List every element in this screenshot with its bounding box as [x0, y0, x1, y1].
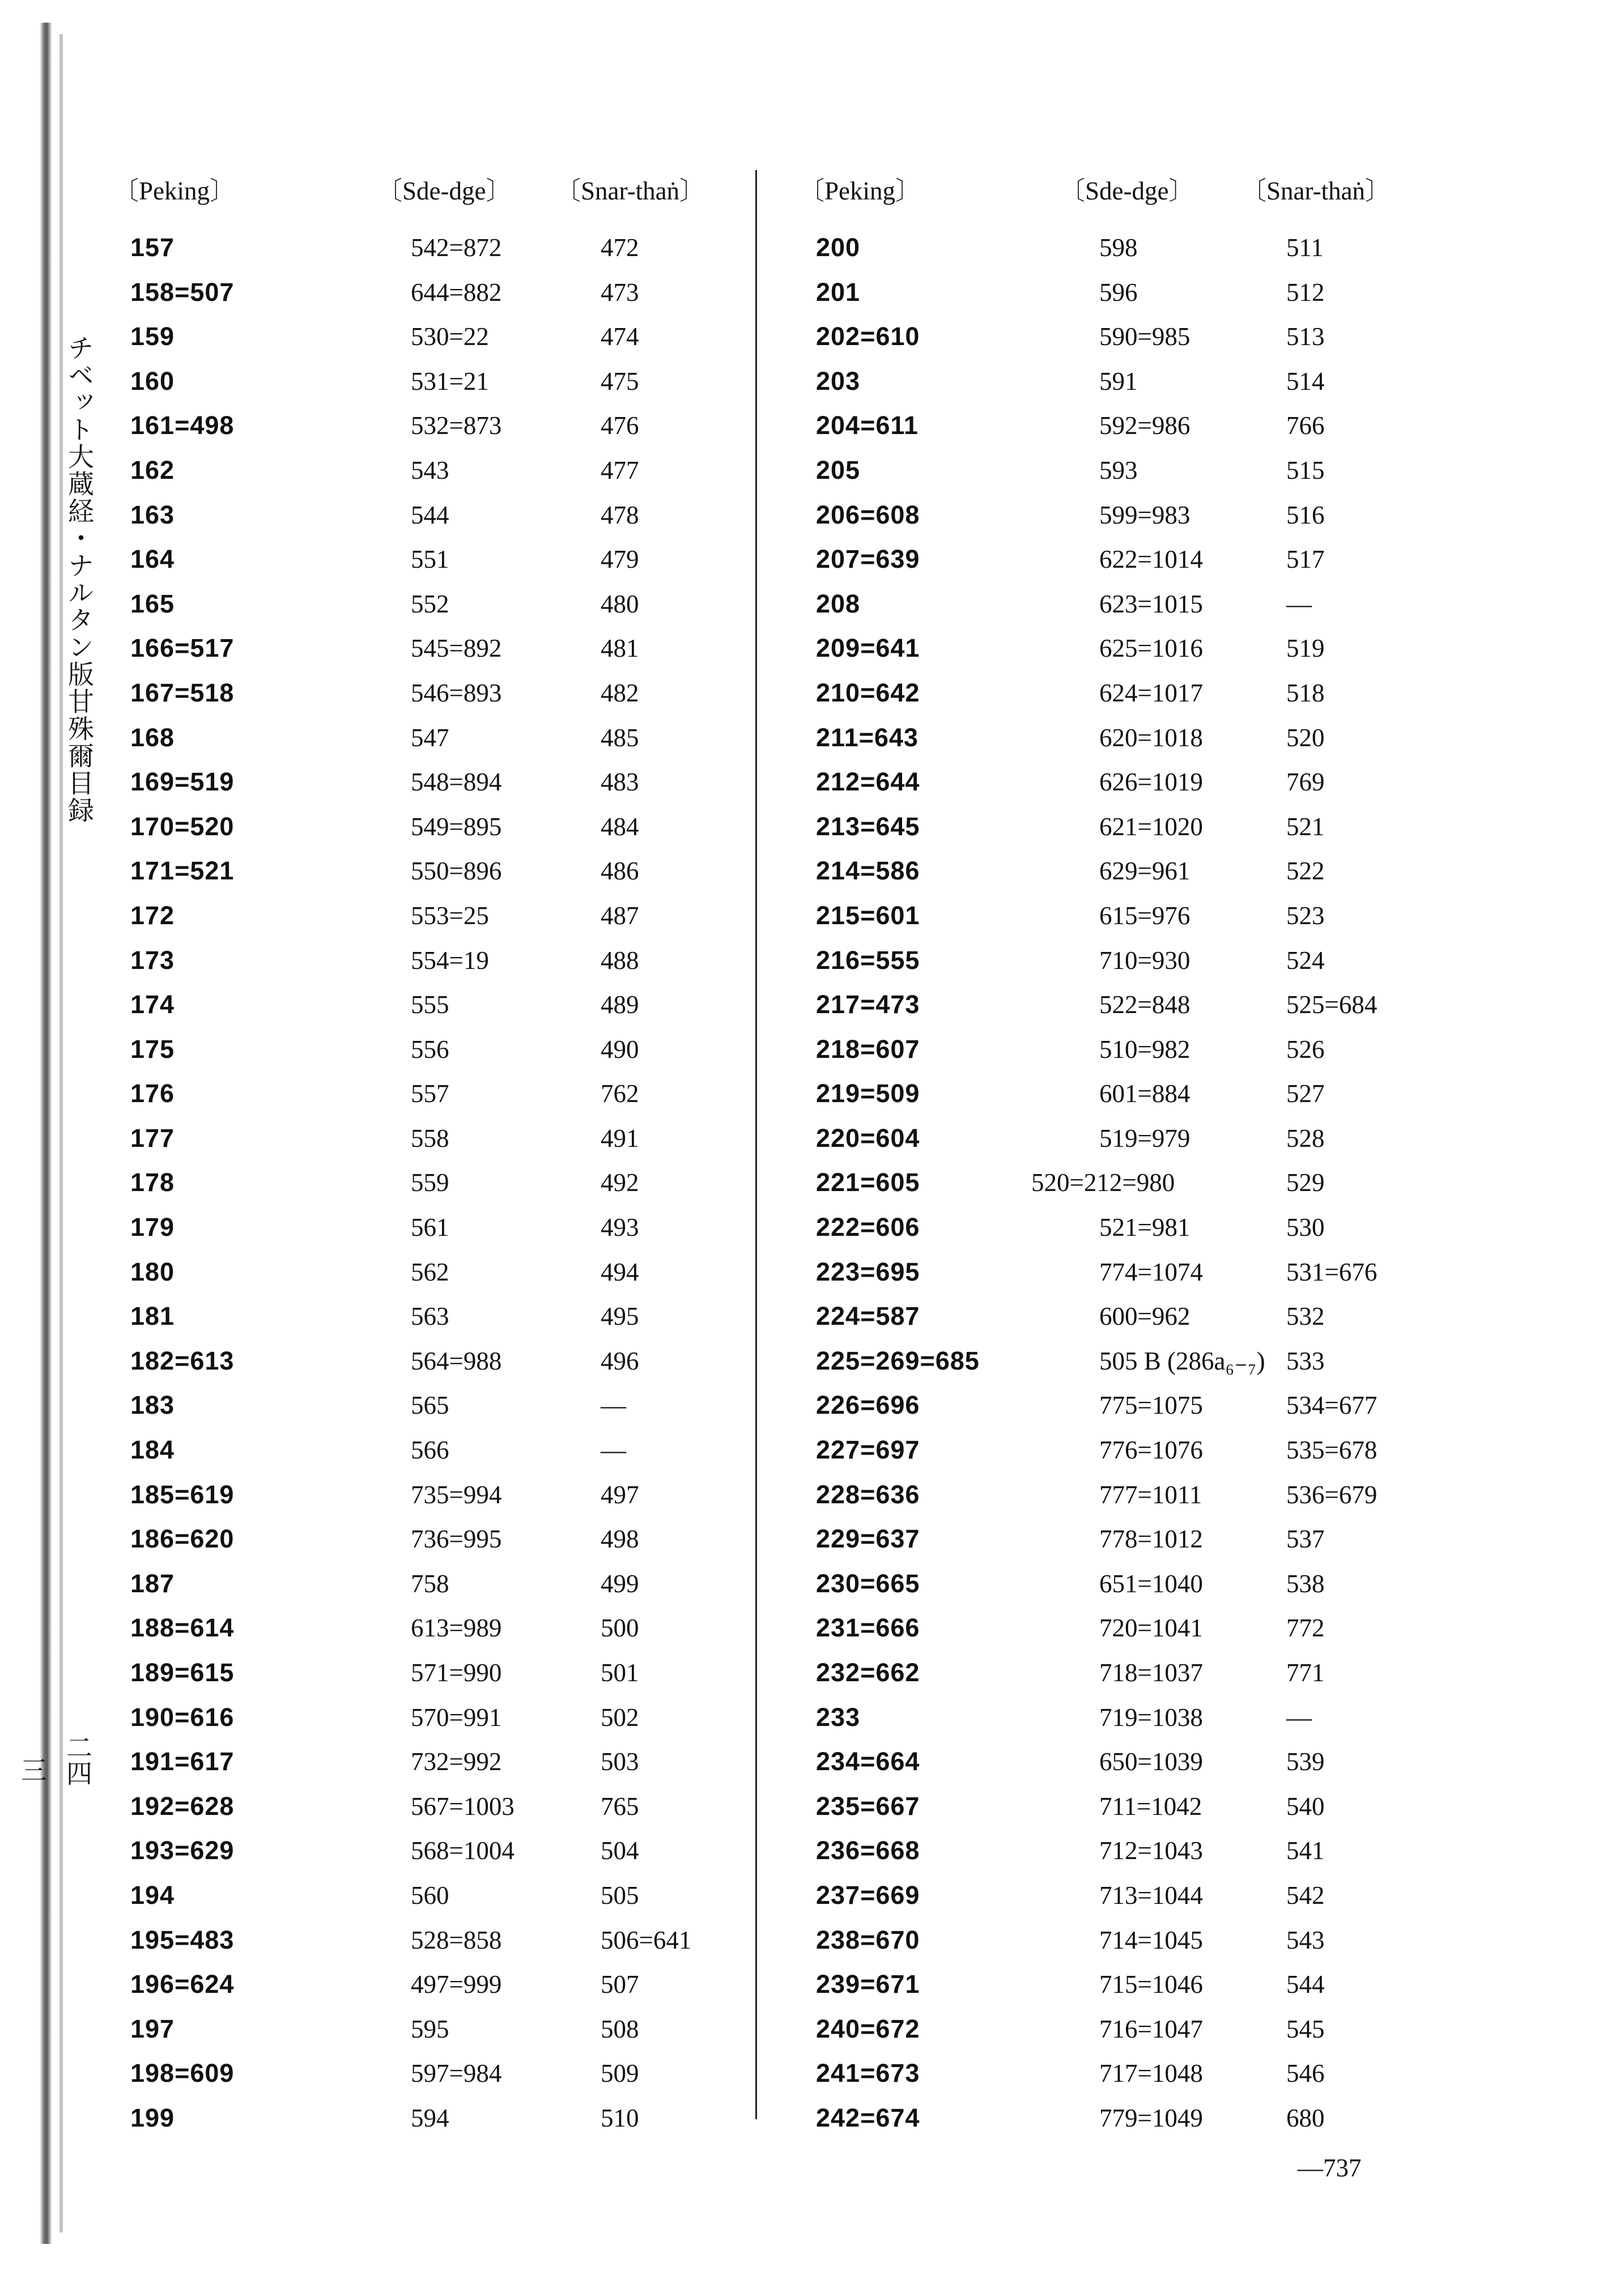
snar-than-cell: 496 — [601, 1346, 639, 1375]
snar-than-cell: 771 — [1286, 1659, 1325, 1687]
snar-than-cell: 485 — [601, 723, 639, 752]
snar-than-cell: 680 — [1286, 2103, 1325, 2132]
sde-dge-cell: 621=1020 — [1099, 812, 1203, 841]
sde-dge-cell: 522=848 — [1099, 990, 1191, 1019]
snar-than-cell: 490 — [601, 1035, 639, 1064]
sde-dge-cell: 545=892 — [411, 634, 502, 663]
snar-than-cell: 540 — [1286, 1792, 1325, 1821]
sde-dge-cell: 551 — [411, 545, 449, 574]
snar-than-cell: 481 — [601, 634, 639, 663]
peking-cell: 195=483 — [130, 1925, 235, 1954]
peking-cell: 193=629 — [130, 1836, 235, 1865]
snar-than-cell: 499 — [601, 1569, 639, 1598]
peking-cell: 237=669 — [816, 1880, 920, 1910]
snar-than-cell: 765 — [601, 1792, 639, 1821]
sde-dge-cell: 720=1041 — [1099, 1614, 1203, 1643]
snar-than-cell: 513 — [1286, 322, 1325, 351]
sde-dge-cell: 599=983 — [1099, 500, 1191, 529]
sde-dge-cell: 562 — [411, 1257, 449, 1286]
sde-dge-cell: 542=872 — [411, 233, 502, 262]
sde-dge-cell: 544 — [411, 500, 449, 529]
peking-cell: 158=507 — [130, 277, 235, 307]
snar-than-cell: — — [601, 1391, 626, 1420]
sde-dge-cell: 711=1042 — [1099, 1792, 1202, 1821]
snar-than-cell: 545 — [1286, 2014, 1325, 2043]
peking-cell: 242=674 — [816, 2103, 920, 2132]
sde-dge-cell: 777=1011 — [1099, 1480, 1202, 1509]
snar-than-cell: 492 — [601, 1168, 639, 1197]
sde-dge-cell: 561 — [411, 1213, 449, 1242]
sde-dge-cell: 553=25 — [411, 901, 489, 930]
sde-dge-cell: 556 — [411, 1035, 449, 1064]
peking-cell: 221=605 — [816, 1168, 920, 1197]
sde-dge-cell: 510=982 — [1099, 1035, 1191, 1064]
peking-cell: 188=614 — [130, 1613, 235, 1643]
peking-cell: 229=637 — [816, 1524, 920, 1554]
sde-dge-cell: 596 — [1099, 278, 1138, 307]
header-snar-than: 〔Snar-thaṅ〕 — [555, 177, 705, 205]
peking-cell: 204=611 — [816, 411, 919, 440]
peking-cell: 223=695 — [816, 1257, 920, 1286]
sde-dge-cell: 570=991 — [411, 1703, 502, 1732]
snar-than-cell: 537 — [1286, 1525, 1325, 1554]
snar-than-cell: 538 — [1286, 1569, 1325, 1598]
snar-than-cell: 536=679 — [1286, 1480, 1378, 1509]
snar-than-cell: 516 — [1286, 500, 1325, 529]
sde-dge-cell: 528=858 — [411, 1925, 502, 1954]
column-divider — [755, 170, 757, 2119]
sde-dge-cell: 530=22 — [411, 322, 489, 351]
sde-dge-cell: 497=999 — [411, 1970, 502, 1999]
peking-cell: 228=636 — [816, 1479, 920, 1509]
snar-than-cell: 522 — [1286, 857, 1325, 886]
peking-cell: 235=667 — [816, 1791, 920, 1821]
sde-dge-cell: 594 — [411, 2103, 449, 2132]
sde-dge-cell: 543 — [411, 456, 449, 484]
peking-cell: 181 — [130, 1302, 175, 1331]
sde-dge-cell: 568=1004 — [411, 1836, 515, 1865]
header-sde-dge: 〔Sde-dge〕 — [377, 177, 512, 205]
snar-than-cell: 523 — [1286, 901, 1325, 930]
snar-than-cell: 477 — [601, 456, 639, 484]
snar-than-cell: 510 — [601, 2103, 639, 2132]
snar-than-cell: 501 — [601, 1659, 639, 1687]
snar-than-cell: 511 — [1286, 233, 1324, 262]
snar-than-cell: 476 — [601, 411, 639, 440]
peking-cell: 234=664 — [816, 1747, 920, 1776]
peking-cell: 177 — [130, 1123, 175, 1153]
peking-cell: 179 — [130, 1213, 175, 1242]
snar-than-cell: 521 — [1286, 812, 1325, 841]
sde-dge-cell: 505 B (286a₆₋₇) — [1099, 1346, 1265, 1375]
snar-than-cell: 543 — [1286, 1925, 1325, 1954]
snar-than-cell: 544 — [1286, 1970, 1325, 1999]
snar-than-cell: 530 — [1286, 1213, 1325, 1242]
sde-dge-cell: 566 — [411, 1436, 449, 1465]
snar-than-cell: 529 — [1286, 1168, 1325, 1197]
sde-dge-cell: 623=1015 — [1099, 589, 1203, 618]
peking-cell: 208 — [816, 589, 861, 618]
peking-cell: 166=517 — [130, 633, 235, 663]
snar-than-cell: 528 — [1286, 1124, 1325, 1153]
snar-than-cell: 489 — [601, 990, 639, 1019]
snar-than-cell: 546 — [1286, 2059, 1325, 2088]
peking-cell: 170=520 — [130, 811, 235, 841]
snar-than-cell: 541 — [1286, 1836, 1325, 1865]
peking-cell: 219=509 — [816, 1079, 920, 1108]
sde-dge-cell: 775=1075 — [1099, 1391, 1203, 1420]
snar-than-cell: 515 — [1286, 456, 1325, 484]
sde-dge-cell: 713=1044 — [1099, 1881, 1203, 1910]
sde-dge-cell: 735=994 — [411, 1480, 502, 1509]
peking-cell: 189=615 — [130, 1658, 235, 1687]
sde-dge-cell: 597=984 — [411, 2059, 502, 2088]
peking-cell: 230=665 — [816, 1568, 920, 1598]
header-snar-than: 〔Snar-thaṅ〕 — [1241, 177, 1391, 205]
snar-than-cell: 508 — [601, 2014, 639, 2043]
sde-dge-cell: 598 — [1099, 233, 1138, 262]
snar-than-cell: — — [1286, 1703, 1312, 1732]
snar-than-cell: 495 — [601, 1302, 639, 1331]
peking-cell: 187 — [130, 1568, 175, 1598]
peking-cell: 227=697 — [816, 1435, 920, 1465]
peking-cell: 176 — [130, 1079, 175, 1108]
peking-cell: 206=608 — [816, 500, 920, 529]
peking-cell: 157 — [130, 233, 175, 262]
peking-cell: 190=616 — [130, 1702, 235, 1732]
sde-dge-cell: 779=1049 — [1099, 2103, 1203, 2132]
peking-cell: 233 — [816, 1702, 861, 1732]
sde-dge-cell: 520=212=980 — [1031, 1168, 1175, 1197]
sde-dge-cell: 550=896 — [411, 857, 502, 886]
peking-cell: 238=670 — [816, 1925, 920, 1954]
peking-cell: 232=662 — [816, 1658, 920, 1687]
peking-cell: 209=641 — [816, 633, 920, 663]
peking-cell: 196=624 — [130, 1970, 235, 1999]
snar-than-cell: 532 — [1286, 1302, 1325, 1331]
snar-than-cell: 500 — [601, 1614, 639, 1643]
peking-cell: 213=645 — [816, 811, 920, 841]
sde-dge-cell: 651=1040 — [1099, 1569, 1203, 1598]
sde-dge-cell: 590=985 — [1099, 322, 1191, 351]
peking-cell: 165 — [130, 589, 175, 618]
snar-than-cell: 527 — [1286, 1079, 1325, 1108]
sde-dge-cell: 626=1019 — [1099, 768, 1203, 797]
snar-than-cell: 482 — [601, 678, 639, 707]
header-peking: 〔Peking〕 — [799, 177, 921, 205]
snar-than-cell: 520 — [1286, 723, 1325, 752]
peking-cell: 197 — [130, 2014, 175, 2043]
sde-dge-cell: 715=1046 — [1099, 1970, 1203, 1999]
sde-dge-cell: 716=1047 — [1099, 2014, 1203, 2043]
sde-dge-cell: 557 — [411, 1079, 449, 1108]
sde-dge-cell: 622=1014 — [1099, 545, 1203, 574]
sde-dge-cell: 717=1048 — [1099, 2059, 1203, 2088]
sde-dge-cell: 736=995 — [411, 1525, 502, 1554]
peking-cell: 201 — [816, 277, 861, 307]
sde-dge-cell: 719=1038 — [1099, 1703, 1203, 1732]
snar-than-cell: 491 — [601, 1124, 639, 1153]
peking-cell: 212=644 — [816, 767, 920, 797]
sde-dge-cell: 571=990 — [411, 1659, 502, 1687]
peking-cell: 185=619 — [130, 1479, 235, 1509]
peking-cell: 191=617 — [130, 1747, 235, 1776]
snar-than-cell: 542 — [1286, 1881, 1325, 1910]
sde-dge-cell: 650=1039 — [1099, 1747, 1203, 1776]
binding-edge — [40, 23, 52, 2244]
sde-dge-cell: 560 — [411, 1881, 449, 1910]
snar-than-cell: 488 — [601, 946, 639, 975]
snar-than-cell: 505 — [601, 1881, 639, 1910]
peking-cell: 218=607 — [816, 1034, 920, 1064]
snar-than-cell: 517 — [1286, 545, 1325, 574]
side-page-number: 二四 — [62, 1734, 93, 1786]
peking-cell: 224=587 — [816, 1302, 920, 1331]
peking-cell: 161=498 — [130, 411, 235, 440]
peking-cell: 164 — [130, 545, 175, 574]
snar-than-cell: 509 — [601, 2059, 639, 2088]
peking-cell: 198=609 — [130, 2059, 235, 2088]
peking-cell: 192=628 — [130, 1791, 235, 1821]
peking-cell: 203 — [816, 366, 861, 396]
snar-than-cell: 525=684 — [1286, 990, 1378, 1019]
sde-dge-cell: 519=979 — [1099, 1124, 1191, 1153]
sde-dge-cell: 531=21 — [411, 367, 489, 396]
peking-cell: 202=610 — [816, 322, 920, 351]
snar-than-cell: 487 — [601, 901, 639, 930]
sde-dge-cell: 776=1076 — [1099, 1436, 1203, 1465]
snar-than-cell: 497 — [601, 1480, 639, 1509]
peking-cell: 184 — [130, 1435, 175, 1465]
peking-cell: 216=555 — [816, 945, 920, 975]
snar-than-cell: 502 — [601, 1703, 639, 1732]
snar-than-cell: — — [1286, 589, 1312, 618]
peking-cell: 169=519 — [130, 767, 235, 797]
peking-cell: 182=613 — [130, 1346, 235, 1375]
sde-dge-cell: 563 — [411, 1302, 449, 1331]
peking-cell: 239=671 — [816, 1970, 920, 1999]
snar-than-cell: 772 — [1286, 1614, 1325, 1643]
sde-dge-cell: 591 — [1099, 367, 1138, 396]
sde-dge-cell: 758 — [411, 1569, 449, 1598]
sde-dge-cell: 629=961 — [1099, 857, 1191, 886]
sde-dge-cell: 532=873 — [411, 411, 502, 440]
peking-cell: 231=666 — [816, 1613, 920, 1643]
snar-than-cell: 474 — [601, 322, 639, 351]
snar-than-cell: 493 — [601, 1213, 639, 1242]
peking-cell: 172 — [130, 900, 175, 930]
snar-than-cell: 507 — [601, 1970, 639, 1999]
sde-dge-cell: 620=1018 — [1099, 723, 1203, 752]
peking-cell: 200 — [816, 233, 861, 262]
snar-than-cell: 518 — [1286, 678, 1325, 707]
peking-cell: 226=696 — [816, 1391, 920, 1420]
snar-than-cell: 498 — [601, 1525, 639, 1554]
sde-dge-cell: 592=986 — [1099, 411, 1191, 440]
sde-dge-cell: 593 — [1099, 456, 1138, 484]
sde-dge-cell: 548=894 — [411, 768, 502, 797]
snar-than-cell: 766 — [1286, 411, 1325, 440]
sde-dge-cell: 613=989 — [411, 1614, 502, 1643]
peking-cell: 173 — [130, 945, 175, 975]
sde-dge-cell: 712=1043 — [1099, 1836, 1203, 1865]
snar-than-cell: 531=676 — [1286, 1257, 1378, 1286]
peking-cell: 174 — [130, 990, 175, 1019]
header-peking: 〔Peking〕 — [113, 177, 236, 205]
peking-cell: 180 — [130, 1257, 175, 1286]
peking-cell: 225=269=685 — [816, 1346, 980, 1375]
sde-dge-cell: 625=1016 — [1099, 634, 1203, 663]
sde-dge-cell: 624=1017 — [1099, 678, 1203, 707]
snar-than-cell: 504 — [601, 1836, 639, 1865]
sde-dge-cell: 555 — [411, 990, 449, 1019]
peking-cell: 207=639 — [816, 545, 920, 574]
snar-than-cell: 539 — [1286, 1747, 1325, 1776]
snar-than-cell: 534=677 — [1286, 1391, 1378, 1420]
peking-cell: 199 — [130, 2103, 175, 2132]
peking-cell: 175 — [130, 1034, 175, 1064]
peking-cell: 214=586 — [816, 856, 920, 886]
sde-dge-cell: 714=1045 — [1099, 1925, 1203, 1954]
peking-cell: 186=620 — [130, 1524, 235, 1554]
side-running-title: チベット大蔵経・ナルタン版甘殊爾目録 — [64, 334, 95, 824]
snar-than-cell: 533 — [1286, 1346, 1325, 1375]
header-sde-dge: 〔Sde-dge〕 — [1060, 177, 1194, 205]
snar-than-cell: 473 — [601, 278, 639, 307]
sde-dge-cell: 549=895 — [411, 812, 502, 841]
peking-cell: 160 — [130, 366, 175, 396]
sde-dge-cell: 521=981 — [1099, 1213, 1191, 1242]
sde-dge-cell: 644=882 — [411, 278, 502, 307]
peking-cell: 168 — [130, 722, 175, 752]
peking-cell: 171=521 — [130, 856, 235, 886]
sde-dge-cell: 558 — [411, 1124, 449, 1153]
peking-cell: 163 — [130, 500, 175, 529]
snar-than-cell: 475 — [601, 367, 639, 396]
side-margin-mark: 三 — [17, 1757, 48, 1783]
peking-cell: 240=672 — [816, 2014, 920, 2043]
snar-than-cell: 514 — [1286, 367, 1325, 396]
snar-than-cell: 494 — [601, 1257, 639, 1286]
snar-than-cell: 472 — [601, 233, 639, 262]
sde-dge-cell: 600=962 — [1099, 1302, 1191, 1331]
snar-than-cell: 483 — [601, 768, 639, 797]
snar-than-cell: 503 — [601, 1747, 639, 1776]
peking-cell: 205 — [816, 455, 861, 484]
snar-than-cell: 535=678 — [1286, 1436, 1378, 1465]
peking-cell: 159 — [130, 322, 175, 351]
snar-than-cell: 526 — [1286, 1035, 1325, 1064]
snar-than-cell: 486 — [601, 857, 639, 886]
snar-than-cell: 479 — [601, 545, 639, 574]
sde-dge-cell: 547 — [411, 723, 449, 752]
snar-than-cell: 769 — [1286, 768, 1325, 797]
snar-than-cell: 762 — [601, 1079, 639, 1108]
peking-cell: 210=642 — [816, 678, 920, 707]
sde-dge-cell: 718=1037 — [1099, 1659, 1203, 1687]
snar-than-cell: 524 — [1286, 946, 1325, 975]
peking-cell: 220=604 — [816, 1123, 920, 1153]
sde-dge-cell: 778=1012 — [1099, 1525, 1203, 1554]
sde-dge-cell: 774=1074 — [1099, 1257, 1203, 1286]
peking-cell: 241=673 — [816, 2059, 920, 2088]
sde-dge-cell: 565 — [411, 1391, 449, 1420]
snar-than-cell: 519 — [1286, 634, 1325, 663]
peking-cell: 222=606 — [816, 1213, 920, 1242]
peking-cell: 215=601 — [816, 900, 920, 930]
peking-cell: 183 — [130, 1391, 175, 1420]
peking-cell: 178 — [130, 1168, 175, 1197]
sde-dge-cell: 710=930 — [1099, 946, 1191, 975]
sde-dge-cell: 554=19 — [411, 946, 489, 975]
sde-dge-cell: 546=893 — [411, 678, 502, 707]
sde-dge-cell: 559 — [411, 1168, 449, 1197]
peking-cell: 236=668 — [816, 1836, 920, 1865]
peking-cell: 211=643 — [816, 722, 919, 752]
sde-dge-cell: 615=976 — [1099, 901, 1191, 930]
peking-cell: 217=473 — [816, 990, 920, 1019]
peking-cell: 162 — [130, 455, 175, 484]
sde-dge-cell: 552 — [411, 589, 449, 618]
snar-than-cell: 512 — [1286, 278, 1325, 307]
snar-than-cell: 506=641 — [601, 1925, 692, 1954]
page-number: —737 — [1298, 2154, 1362, 2182]
peking-cell: 167=518 — [130, 678, 235, 707]
sde-dge-cell: 595 — [411, 2014, 449, 2043]
snar-than-cell: 484 — [601, 812, 639, 841]
snar-than-cell: 478 — [601, 500, 639, 529]
sde-dge-cell: 567=1003 — [411, 1792, 515, 1821]
snar-than-cell: 480 — [601, 589, 639, 618]
sde-dge-cell: 732=992 — [411, 1747, 502, 1776]
peking-cell: 194 — [130, 1880, 175, 1910]
sde-dge-cell: 601=884 — [1099, 1079, 1191, 1108]
snar-than-cell: — — [601, 1436, 626, 1465]
sde-dge-cell: 564=988 — [411, 1346, 502, 1375]
